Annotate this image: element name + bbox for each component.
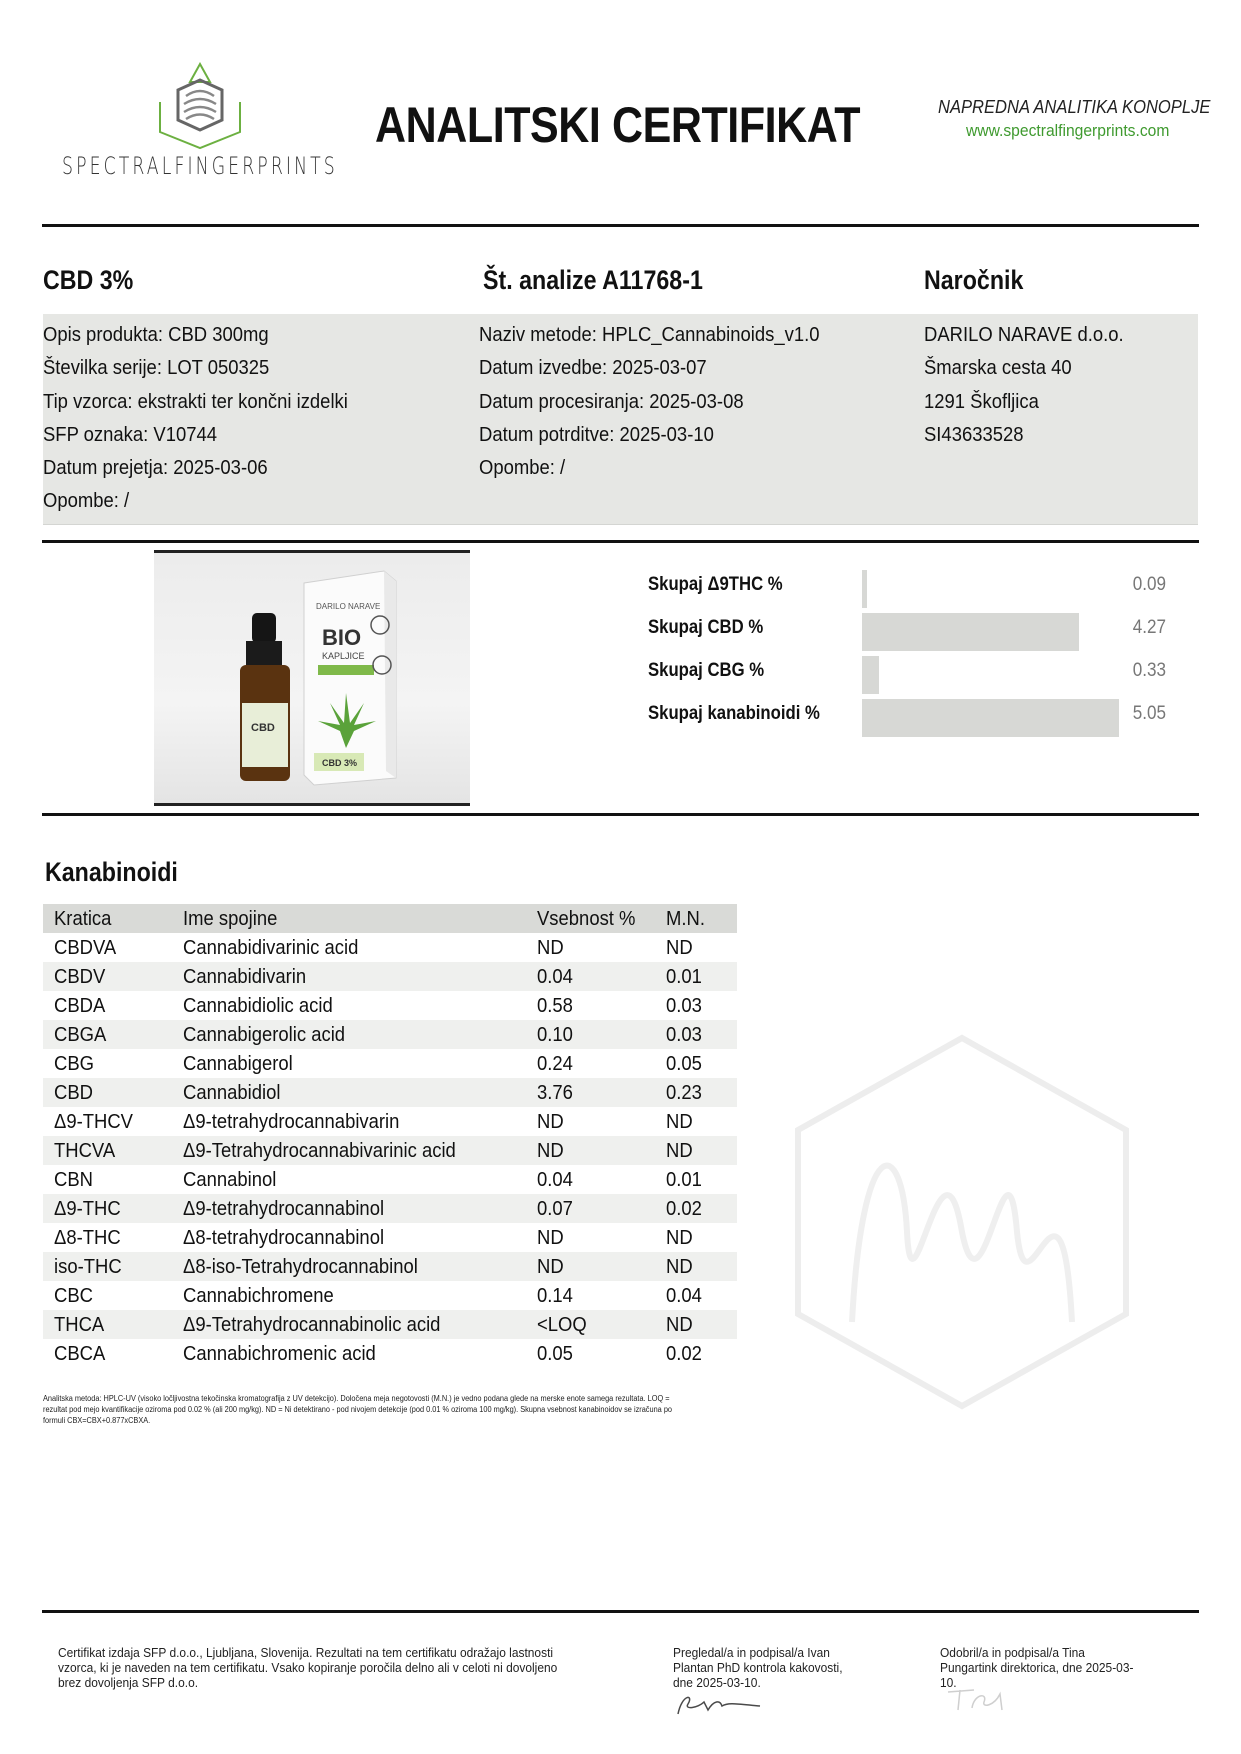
table-row <box>43 1223 737 1252</box>
cell-abbreviation: iso-THC <box>43 1252 172 1281</box>
cell-compound-name: Δ9-tetrahydrocannabinol <box>172 1194 526 1223</box>
analysis-notes: Opombe: / <box>479 456 566 480</box>
cannabinoids-table <box>43 904 737 1368</box>
page-title: ANALITSKI CERTIFIKAT <box>375 97 861 153</box>
total-cbd-bar <box>862 613 1079 651</box>
cell-uncertainty: 0.01 <box>655 962 737 991</box>
legal-notice: Certifikat izdaja SFP d.o.o., Ljubljana, Slovenija. Rezultati na tem certifikatu odražajo lastnosti vzorca, ki je naveden na tem certifikatu. Vsako kopiranje poročila delno ali v celoti ni dovoljeno brez dovoljenja SFP d.o.o. <box>58 1645 558 1690</box>
approver-statement: Odobril/a in podpisal/a Tina Pungartink direktorica, dne 2025-03-10. <box>940 1645 1134 1690</box>
table-header-row <box>43 904 737 933</box>
total-cannabinoids-value: 5.05 <box>1132 703 1166 724</box>
photo-divider <box>42 813 1199 816</box>
cell-uncertainty: ND <box>655 1136 737 1165</box>
cell-uncertainty: ND <box>666 936 693 959</box>
product-notes: Opombe: / <box>43 489 130 513</box>
cell-content-percent: ND <box>537 936 564 959</box>
cell-content-percent: 0.04 <box>537 1168 573 1191</box>
client-heading: Naročnik <box>924 265 1024 295</box>
watermark-logo-icon <box>792 1032 1132 1412</box>
product-details <box>43 318 382 518</box>
product-illustration <box>154 553 470 797</box>
box-badge: CBD 3% <box>322 758 358 768</box>
client-details <box>924 318 1146 451</box>
table-row <box>43 1252 737 1281</box>
cell-content-percent: 0.07 <box>526 1194 655 1223</box>
box-title: BIO <box>322 625 362 650</box>
approver-signature <box>944 1684 1014 1714</box>
box-brand: DARILO NARAVE <box>316 602 381 611</box>
cell-compound-name: Δ8-tetrahydrocannabinol <box>183 1226 385 1249</box>
dropper-cap <box>252 613 276 643</box>
cell-content-percent: ND <box>537 1110 564 1133</box>
column-header-content: Vsebnost % <box>526 904 655 933</box>
batch-number: Številka serije: LOT 050325 <box>43 356 270 380</box>
cell-abbreviation: Δ9-THC <box>43 1194 172 1223</box>
analysis-number-heading: Št. analize A11768-1 <box>483 265 703 295</box>
cell-abbreviation: CBCA <box>54 1342 106 1365</box>
cell-abbreviation: THCVA <box>43 1136 172 1165</box>
cell-content-percent: 0.10 <box>526 1020 655 1049</box>
total-thc-label: Skupaj Δ9THC % <box>648 574 783 595</box>
cell-compound-name: Δ9-tetrahydrocannabivarin <box>183 1110 400 1133</box>
method-footnote: Analitska metoda: HPLC-UV (visoko ločljivostna tekočinska kromatografija z UV detekcijo). Določena meja negotovosti (M.N.) je vedno podana glede na merske enote samega rezultata. LOQ = rezultat pod mejo kvantifikacije oziroma pod 0.02 % (ali 200 mg/kg). ND = Ni detektirano - pod nivojem detekcije (pod 0.01 % oziroma 100 mg/kg). Skupna vsebnost kanabinoidov se izračuna po formuli CBX=CBX+0.877xCBXA. <box>43 1394 673 1425</box>
cell-content-percent: ND <box>526 1136 655 1165</box>
cell-abbreviation: CBDVA <box>54 936 117 959</box>
cell-uncertainty: ND <box>666 1226 693 1249</box>
cell-compound-name: Cannabichromene <box>183 1284 334 1307</box>
footer-divider <box>42 1610 1199 1613</box>
execution-date: Datum izvedbe: 2025-03-07 <box>479 356 707 380</box>
sfp-code: SFP oznaka: V10744 <box>43 422 218 446</box>
cell-compound-name: Cannabidivarinic acid <box>183 936 359 959</box>
cell-uncertainty: 0.05 <box>666 1052 702 1075</box>
cell-abbreviation: CBG <box>54 1052 94 1075</box>
column-header-abbreviation: Kratica <box>43 904 172 933</box>
company-logo-icon <box>150 62 250 150</box>
total-cbg-bar <box>862 656 879 694</box>
cell-uncertainty: 0.02 <box>666 1342 702 1365</box>
method-name: Naziv metode: HPLC_Cannabinoids_v1.0 <box>479 323 820 346</box>
table-row <box>43 1281 737 1310</box>
table-row <box>43 1078 737 1107</box>
table-row <box>43 1020 737 1049</box>
reviewer-signature <box>674 1690 764 1718</box>
total-thc-value: 0.09 <box>1132 574 1166 595</box>
total-cbd-value: 4.27 <box>1132 617 1166 638</box>
table-row <box>43 1339 737 1368</box>
total-cannabinoids-label: Skupaj kanabinoidi % <box>648 703 820 724</box>
bottle-label <box>242 703 288 767</box>
table-row <box>43 1136 737 1165</box>
bottle-label-text: CBD <box>251 722 275 734</box>
client-vat-id: SI43633528 <box>924 422 1024 446</box>
cell-content-percent: 0.58 <box>537 994 573 1017</box>
analysis-details <box>479 318 857 484</box>
table-row <box>43 1165 737 1194</box>
cell-abbreviation: Δ9-THCV <box>54 1110 133 1133</box>
column-header-uncertainty: M.N. <box>655 904 737 933</box>
cell-uncertainty: ND <box>655 1310 737 1339</box>
cell-uncertainty: 0.03 <box>666 994 702 1017</box>
cell-compound-name: Cannabidiol <box>172 1078 526 1107</box>
header-divider <box>42 224 1199 227</box>
table-row <box>43 1049 737 1078</box>
client-street: Šmarska cesta 40 <box>924 356 1072 380</box>
table-row <box>43 1107 737 1136</box>
product-description: Opis produkta: CBD 300mg <box>43 323 269 346</box>
cell-uncertainty: 0.23 <box>655 1078 737 1107</box>
cell-uncertainty: ND <box>666 1110 693 1133</box>
info-divider <box>42 540 1199 543</box>
client-name: DARILO NARAVE d.o.o. <box>924 323 1124 346</box>
processing-date: Datum procesiranja: 2025-03-08 <box>479 389 744 413</box>
bottle-collar <box>246 641 282 667</box>
cell-content-percent: <LOQ <box>526 1310 655 1339</box>
total-cbd-label: Skupaj CBD % <box>648 617 764 638</box>
box-green-strip <box>318 665 374 675</box>
cell-uncertainty: 0.04 <box>666 1284 702 1307</box>
cell-content-percent: 0.04 <box>526 962 655 991</box>
cell-abbreviation: CBN <box>54 1168 93 1191</box>
cell-content-percent: 0.24 <box>537 1052 573 1075</box>
table-row <box>43 991 737 1020</box>
logo-wordmark: SPECTRALFINGERPRINTS <box>62 152 338 180</box>
cell-abbreviation: CBDV <box>43 962 172 991</box>
table-row <box>43 962 737 991</box>
table-row <box>43 933 737 962</box>
cannabinoids-title: Kanabinoidi <box>45 857 178 887</box>
cell-compound-name: Cannabinol <box>183 1168 277 1191</box>
cell-abbreviation: CBDA <box>54 994 106 1017</box>
cell-abbreviation: CBD <box>43 1078 172 1107</box>
cell-uncertainty: 0.01 <box>666 1168 702 1191</box>
confirmation-date: Datum potrditve: 2025-03-10 <box>479 422 714 446</box>
cell-compound-name: Cannabidivarin <box>172 962 526 991</box>
cell-compound-name: Cannabichromenic acid <box>183 1342 376 1365</box>
cell-content-percent: 0.05 <box>537 1342 573 1365</box>
product-heading: CBD 3% <box>43 265 134 295</box>
sample-type: Tip vzorca: ekstrakti ter končni izdelki <box>43 389 348 413</box>
cell-compound-name: Δ9-Tetrahydrocannabinolic acid <box>172 1310 526 1339</box>
cell-abbreviation: CBC <box>54 1284 93 1307</box>
column-header-compound: Ime spojine <box>172 904 526 933</box>
table-row <box>43 1310 737 1339</box>
product-photo <box>154 550 470 806</box>
cell-abbreviation: Δ8-THC <box>54 1226 121 1249</box>
company-website-link[interactable]: www.spectralfingerprints.com <box>966 121 1170 140</box>
cell-uncertainty: ND <box>655 1252 737 1281</box>
box-subtitle: KAPLJICE <box>322 651 365 661</box>
cell-abbreviation: THCA <box>43 1310 172 1339</box>
cell-content-percent: ND <box>537 1226 564 1249</box>
total-cbg-value: 0.33 <box>1132 660 1166 681</box>
cell-compound-name: Δ8-iso-Tetrahydrocannabinol <box>172 1252 526 1281</box>
cell-compound-name: Δ9-Tetrahydrocannabivarinic acid <box>172 1136 526 1165</box>
total-cannabinoids-bar <box>862 699 1119 737</box>
total-thc-bar <box>862 570 867 608</box>
cell-abbreviation: CBGA <box>43 1020 172 1049</box>
company-tagline: NAPREDNA ANALITIKA KONOPLJE <box>938 97 1211 117</box>
received-date: Datum prejetja: 2025-03-06 <box>43 456 268 480</box>
reviewer-statement: Pregledal/a in podpisal/a Ivan Plantan PhD kontrola kakovosti, dne 2025-03-10. <box>673 1645 843 1690</box>
cell-compound-name: Cannabigerol <box>183 1052 293 1075</box>
cell-compound-name: Cannabidiolic acid <box>183 994 333 1017</box>
cell-uncertainty: 0.03 <box>655 1020 737 1049</box>
total-cbg-label: Skupaj CBG % <box>648 660 765 681</box>
client-city: 1291 Škofljica <box>924 389 1039 413</box>
cell-uncertainty: 0.02 <box>655 1194 737 1223</box>
cell-content-percent: 0.14 <box>537 1284 573 1307</box>
cell-compound-name: Cannabigerolic acid <box>172 1020 526 1049</box>
cell-content-percent: 3.76 <box>526 1078 655 1107</box>
table-row <box>43 1194 737 1223</box>
cell-content-percent: ND <box>526 1252 655 1281</box>
